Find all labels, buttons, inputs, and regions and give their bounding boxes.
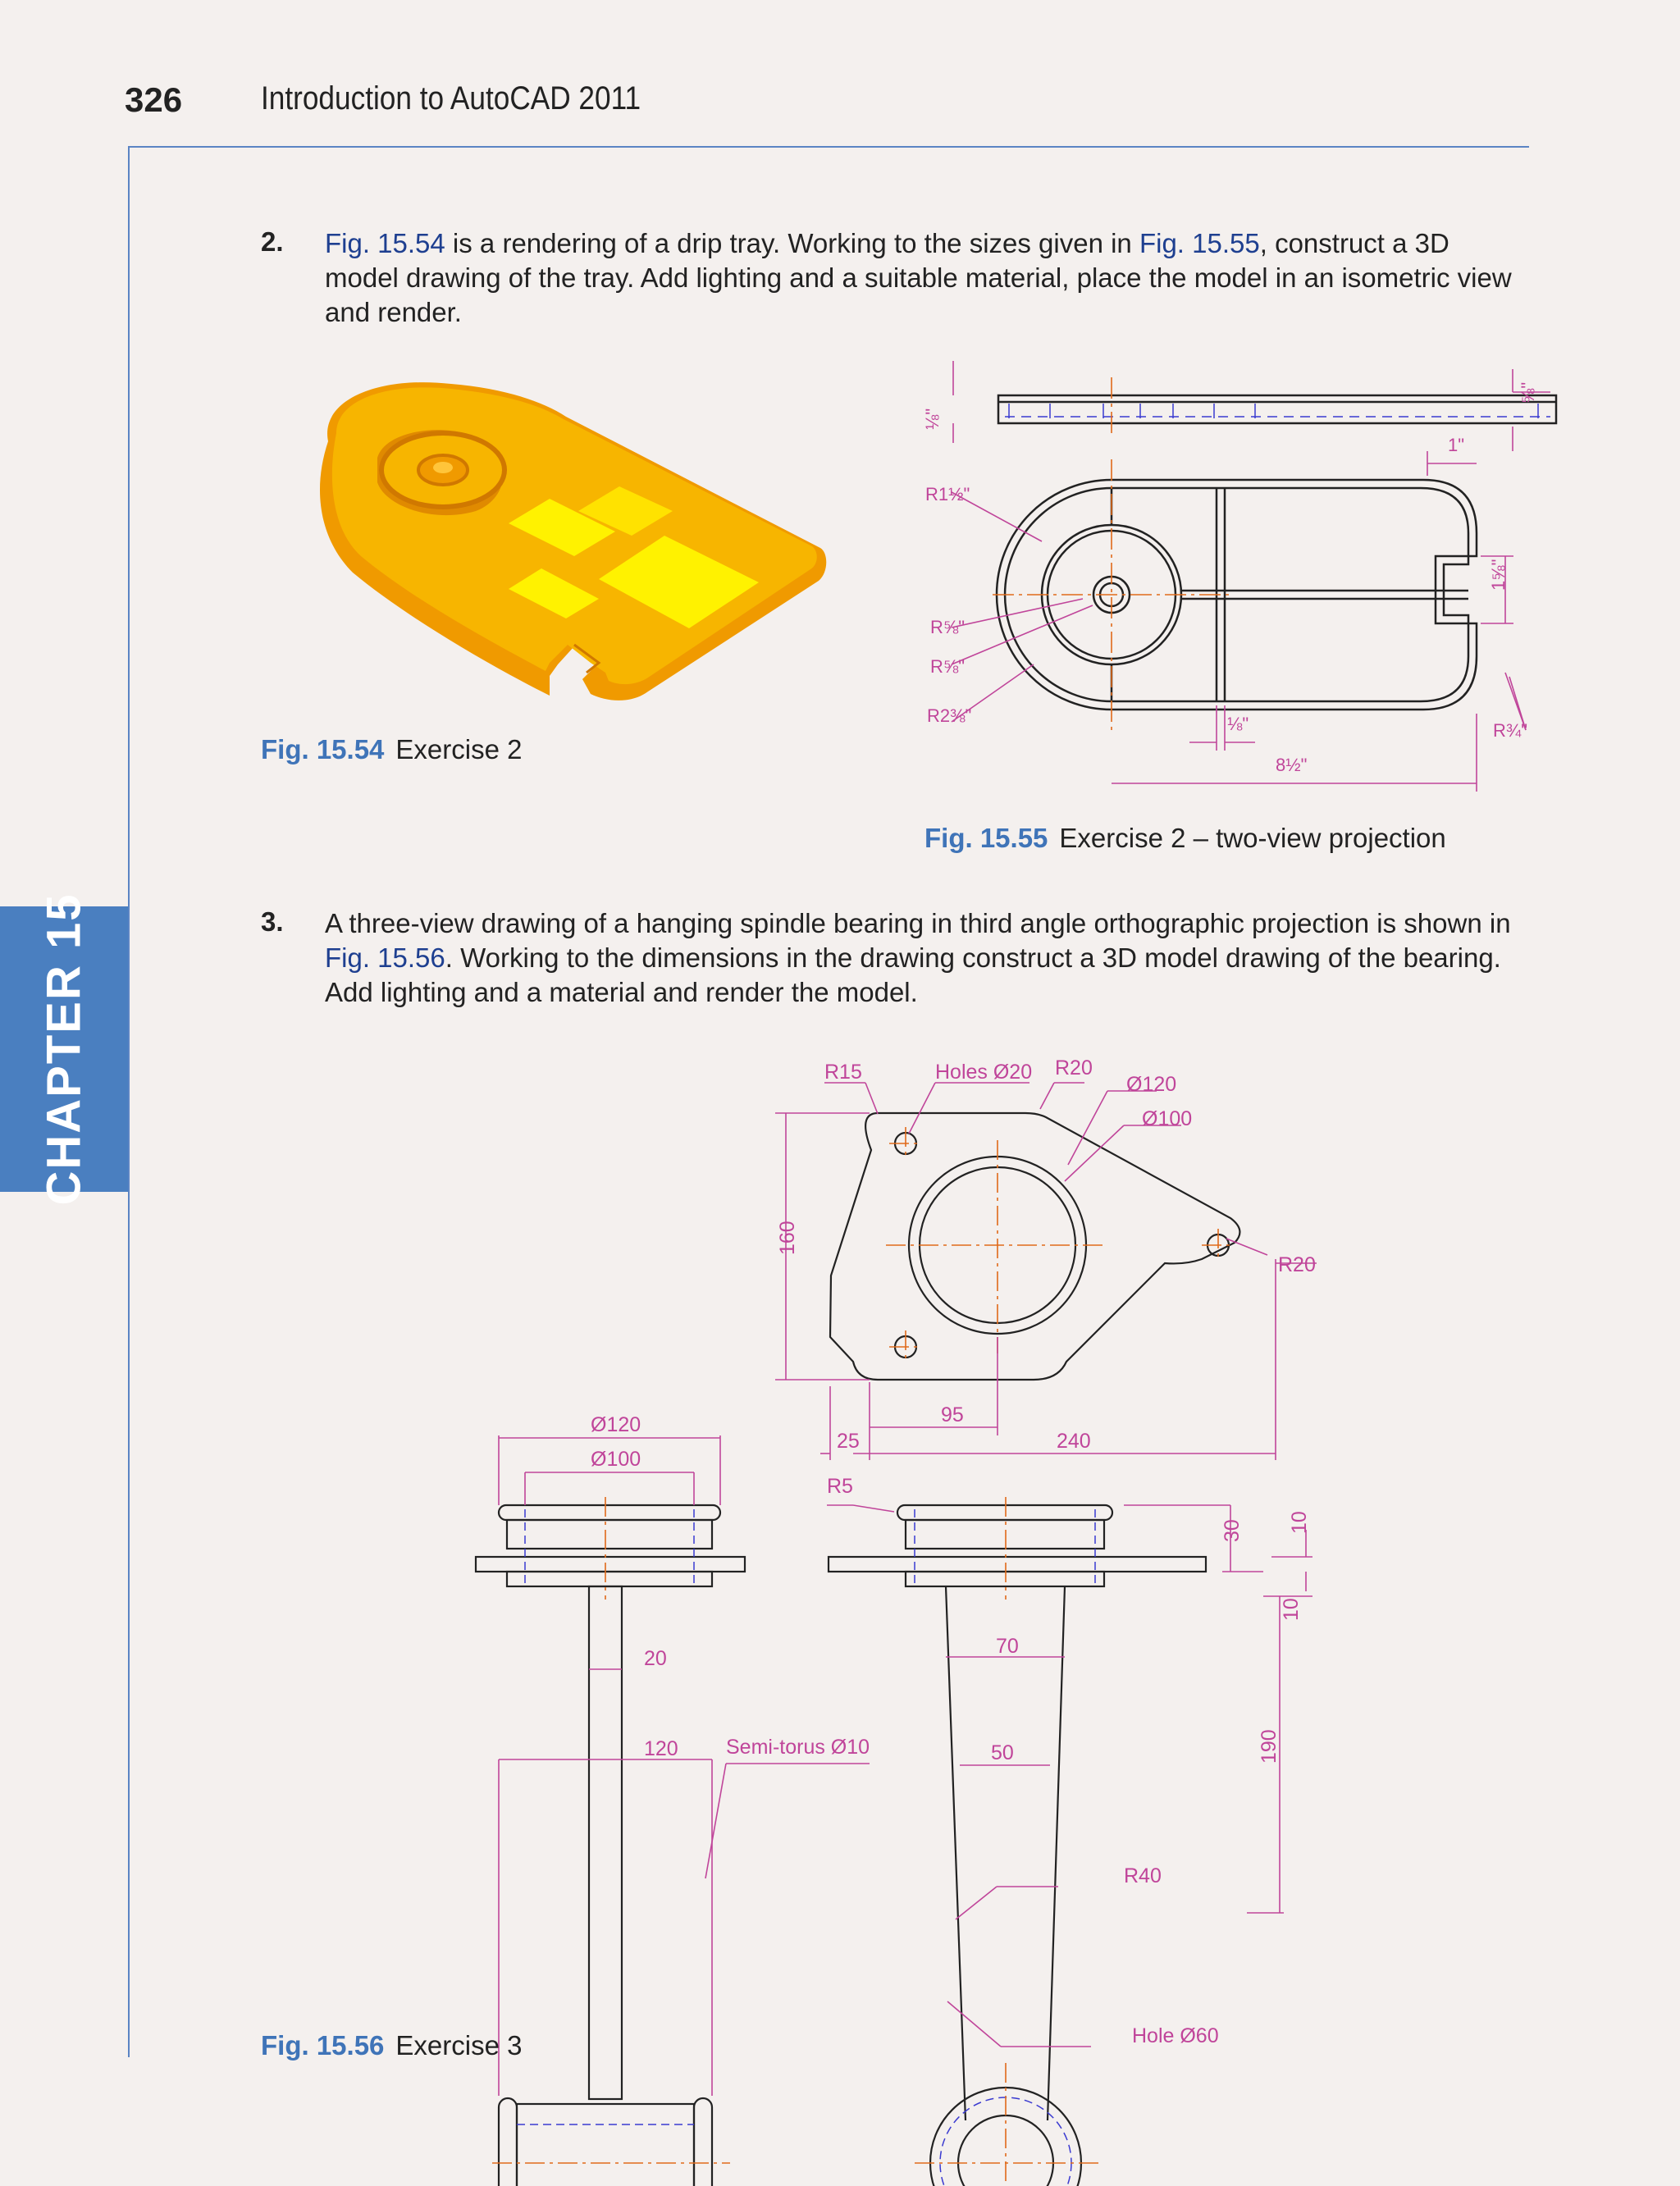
dim-label: ⅝" — [1518, 381, 1538, 404]
dim-label: R1½" — [925, 484, 970, 504]
header-rule — [128, 146, 1529, 148]
page-number: 326 — [125, 80, 183, 119]
dim-label: R⅝" — [930, 656, 966, 677]
dim-label: Hole Ø60 — [1132, 2024, 1219, 2047]
dim-label: Ø120 — [1126, 1073, 1177, 1096]
dim-label: 1⅝" — [1488, 559, 1509, 591]
dim-label: R40 — [1124, 1864, 1162, 1887]
dim-label: 8½" — [1276, 755, 1308, 775]
dim-label: 120 — [644, 1737, 678, 1760]
dim-label: Ø100 — [1142, 1107, 1193, 1130]
dim-label: 30 — [1221, 1519, 1244, 1542]
dim-label: ⅛" — [922, 408, 943, 430]
dim-label: 1" — [1448, 435, 1465, 455]
figure-label: Fig. 15.54 — [261, 734, 385, 764]
dim-label: 10 — [1280, 1598, 1303, 1621]
dim-label: 25 — [837, 1430, 860, 1453]
dim-label: Semi-torus Ø10 — [726, 1736, 870, 1759]
dim-label: R⅝" — [930, 617, 966, 637]
figure-link[interactable]: Fig. 15.54 — [325, 228, 445, 258]
margin-rule — [128, 146, 130, 2057]
dim-label: 50 — [991, 1741, 1014, 1764]
text-run: , construct a 3D model drawing of the tray. Add lighting and a suitable material, place the model in an isometric view and render. — [325, 228, 1512, 327]
dim-label: 95 — [941, 1403, 964, 1426]
dim-label: R15 — [824, 1061, 862, 1084]
chapter-tab-label: CHAPTER 15 — [37, 892, 91, 1206]
text-run: . Working to the dimensions in the drawing construct a 3D model drawing of the bearing. Add lighting and a material and render the model. — [325, 942, 1501, 1007]
figure-caption-text: Exercise 3 — [395, 2030, 523, 2060]
dim-label: R20 — [1055, 1056, 1093, 1079]
figure-label: Fig. 15.55 — [924, 823, 1048, 853]
two-view-projection — [902, 345, 1542, 804]
text-run: is a rendering of a drip tray. Working to the sizes given in — [445, 228, 1139, 258]
dim-label: R2⅜" — [927, 705, 972, 726]
figure-label: Fig. 15.56 — [261, 2030, 385, 2060]
dim-label: 160 — [776, 1221, 799, 1255]
dim-label: 190 — [1258, 1729, 1281, 1764]
three-view-drawing — [459, 1056, 1427, 2047]
figure-caption-text: Exercise 2 – two-view projection — [1059, 823, 1446, 853]
dim-label: 70 — [996, 1635, 1019, 1658]
dim-label: 10 — [1288, 1511, 1311, 1534]
text-run: A three-view drawing of a hanging spindle bearing in third angle orthographic projection is shown in — [325, 908, 1511, 938]
figure-link[interactable]: Fig. 15.55 — [1139, 228, 1260, 258]
dim-label: Ø120 — [591, 1413, 641, 1436]
dim-label: R5 — [827, 1475, 853, 1498]
figure-caption-text: Exercise 2 — [395, 734, 523, 764]
exercise-number: 2. — [261, 226, 284, 257]
dim-label: 20 — [644, 1647, 667, 1670]
dim-label: Ø100 — [591, 1448, 641, 1471]
exercise-2-text — [325, 226, 1522, 330]
exercise-3-text — [325, 906, 1522, 1010]
figure-caption — [924, 823, 1446, 854]
running-title: Introduction to AutoCAD 2011 — [261, 80, 641, 116]
chapter-tab — [0, 892, 128, 1206]
dim-label: Holes Ø20 — [935, 1061, 1033, 1084]
dim-label: R20 — [1278, 1253, 1316, 1276]
exercise-number: 3. — [261, 906, 284, 937]
dim-label: R¾" — [1493, 720, 1528, 741]
figure-caption — [261, 734, 522, 765]
figure-caption — [261, 2030, 522, 2061]
drip-tray-rendering — [295, 361, 837, 705]
dim-label: 240 — [1057, 1430, 1091, 1453]
figure-link[interactable]: Fig. 15.56 — [325, 942, 445, 973]
dim-label: ⅛" — [1227, 714, 1249, 734]
